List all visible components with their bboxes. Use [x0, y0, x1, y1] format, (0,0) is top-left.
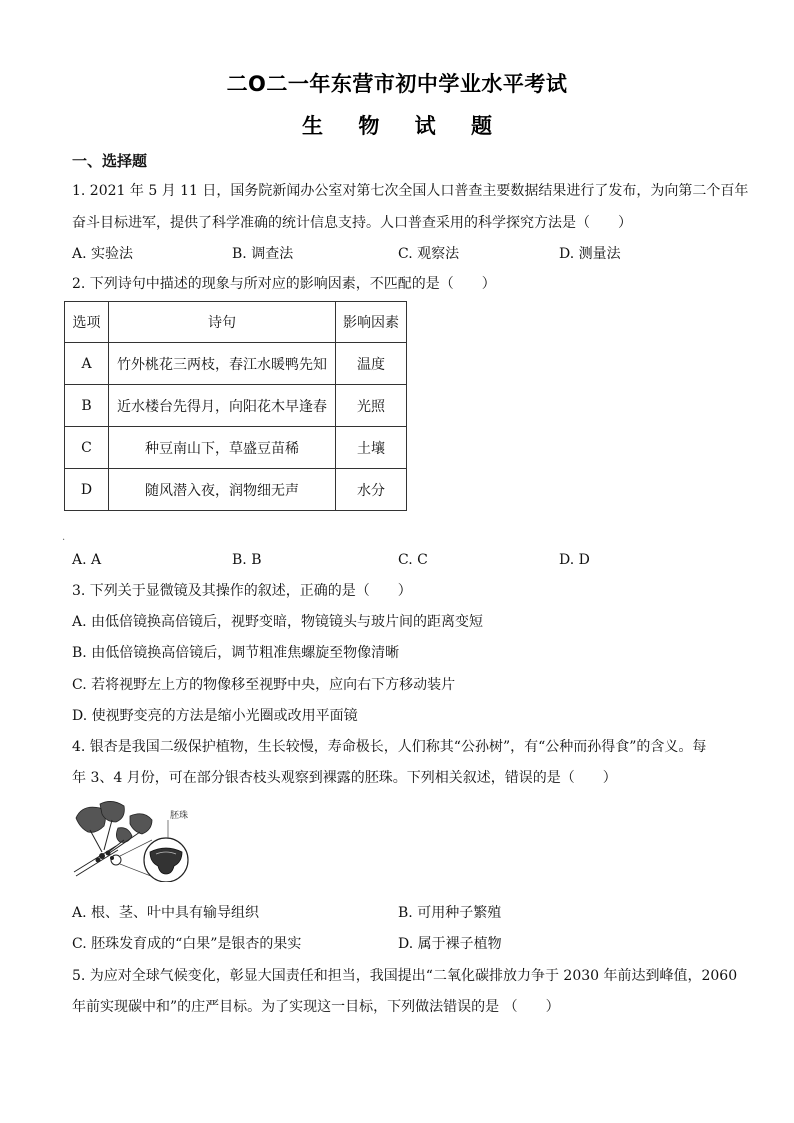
stray-mark: . — [62, 532, 66, 543]
q3-option-b: B. 由低倍镜换高倍镜后，调节粗准焦螺旋至物像清晰 — [72, 645, 400, 661]
table-cell: 近水楼台先得月，向阳花木早逢春 — [109, 385, 336, 427]
ginkgo-illustration — [72, 800, 196, 882]
q2-option-d: D. D — [559, 552, 590, 568]
table-header-row — [65, 302, 407, 343]
section-heading: 一、选择题 — [72, 152, 148, 170]
table-cell: A — [65, 343, 109, 385]
table-cell: 光照 — [336, 385, 407, 427]
exam-title: 二O二一年东营市初中学业水平考试 — [226, 72, 568, 96]
table-cell: B — [65, 385, 109, 427]
table-cell: 土壤 — [336, 427, 407, 469]
q3-option-a: A. 由低倍镜换高倍镜后，视野变暗，物镜镜头与玻片间的距离变短 — [72, 614, 484, 630]
table-row — [65, 385, 407, 427]
q1-option-a: A. 实验法 — [72, 246, 134, 262]
q1-stem-line2: 奋斗目标进军，提供了科学准确的统计信息支持。人口普查采用的科学探究方法是（ ） — [72, 215, 632, 231]
q4-option-d: D. 属于裸子植物 — [398, 936, 502, 952]
table-row — [65, 469, 407, 511]
q1-option-b: B. 调查法 — [232, 246, 294, 262]
table-row — [65, 427, 407, 469]
exam-subtitle: 生 物 试 题 — [302, 114, 506, 138]
table-cell: C — [65, 427, 109, 469]
q2-table — [64, 301, 407, 511]
figure-label: 胚珠 — [170, 811, 189, 821]
q2-option-a: A. A — [72, 552, 102, 568]
table-cell: 随风潜入夜，润物细无声 — [109, 469, 336, 511]
q1-stem-line1: 1. 2021 年 5 月 11 日，国务院新闻办公室对第七次全国人口普查主要数据结果进行了发布，为向第二个百年 — [72, 183, 749, 199]
q4-option-b: B. 可用种子繁殖 — [398, 905, 502, 921]
table-cell: 种豆南山下，草盛豆苗稀 — [109, 427, 336, 469]
q4-stem-line1: 4. 银杏是我国二级保护植物，生长较慢，寿命极长，人们称其“公孙树”，有“公种而孙得食”的含义。每 — [72, 739, 707, 755]
table-cell: 温度 — [336, 343, 407, 385]
q1-option-c: C. 观察法 — [398, 246, 460, 262]
q5-stem-line2: 年前实现碳中和”的庄严目标。为了实现这一目标，下列做法错误的是 （ ） — [72, 999, 560, 1015]
table-row — [65, 343, 407, 385]
table-header-cell: 影响因素 — [336, 302, 407, 343]
q5-stem-line1: 5. 为应对全球气候变化，彰显大国责任和担当，我国提出“二氧化碳排放力争于 2030 年前达到峰值，2060 — [72, 968, 738, 984]
q2-stem: 2. 下列诗句中描述的现象与所对应的影响因素，不匹配的是（ ） — [72, 276, 496, 292]
q4-option-c: C. 胚珠发育成的“白果”是银杏的果实 — [72, 936, 302, 952]
table-cell: 竹外桃花三两枝，春江水暖鸭先知 — [109, 343, 336, 385]
q1-option-d: D. 测量法 — [559, 246, 621, 262]
table-cell: 水分 — [336, 469, 407, 511]
q4-option-a: A. 根、茎、叶中具有输导组织 — [72, 905, 260, 921]
q2-option-b: B. B — [232, 552, 262, 568]
q2-option-c: C. C — [398, 552, 428, 568]
q3-stem: 3. 下列关于显微镜及其操作的叙述，正确的是（ ） — [72, 583, 412, 599]
table-header-cell: 诗句 — [109, 302, 336, 343]
table-header-cell: 选项 — [65, 302, 109, 343]
q3-option-c: C. 若将视野左上方的物像移至视野中央，应向右下方移动装片 — [72, 677, 456, 693]
q4-stem-line2: 年 3、4 月份，可在部分银杏枝头观察到裸露的胚珠。下列相关叙述，错误的是（ ） — [72, 770, 617, 786]
table-cell: D — [65, 469, 109, 511]
ginkgo-leaf-icon — [76, 801, 152, 842]
q3-option-d: D. 使视野变亮的方法是缩小光圈或改用平面镜 — [72, 708, 358, 724]
